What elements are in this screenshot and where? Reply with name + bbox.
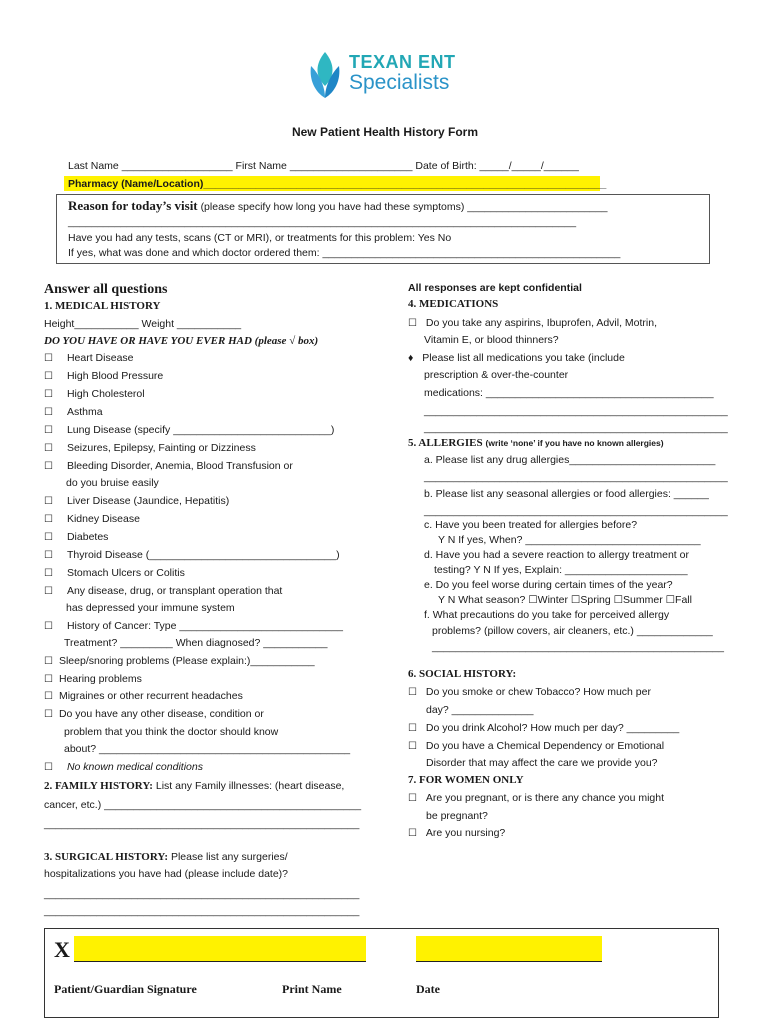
checkbox-icon[interactable]: ☐	[44, 371, 53, 382]
condition-item[interactable]	[44, 424, 334, 437]
condition-label: Do you have any other disease, condition or	[58, 708, 264, 720]
social-title: 6. SOCIAL HISTORY:	[408, 668, 517, 680]
surgical-title: 3. SURGICAL HISTORY:	[44, 851, 169, 863]
checkbox-icon[interactable]: ☐	[44, 621, 53, 632]
family-title: 2. FAMILY HISTORY:	[44, 780, 153, 792]
meds-q1[interactable]	[408, 317, 657, 330]
checkbox-icon[interactable]: ☐	[44, 762, 53, 773]
condition-label: Bleeding Disorder, Anemia, Blood Transfusion or	[66, 460, 293, 472]
allergy-c-yn[interactable]: Y N If yes, When? ______________________________	[438, 534, 701, 546]
family-history	[44, 780, 344, 793]
checkbox-icon[interactable]: ☐	[44, 691, 53, 702]
logo-leaf-icon	[305, 46, 347, 106]
family-line2[interactable]: cancer, etc.) ____________________________________________	[44, 799, 362, 811]
checkbox-icon[interactable]: ☐	[408, 723, 417, 734]
medical-history-title: 1. MEDICAL HISTORY	[44, 300, 161, 312]
pharmacy-field[interactable]: Pharmacy (Name/Location)_____________________________________________________________________	[68, 178, 607, 190]
logo-line1: TEXAN ENT	[349, 52, 456, 72]
social-q1[interactable]	[408, 686, 651, 699]
allergy-e: e. Do you feel worse during certain times of the year?	[424, 579, 673, 591]
condition-item[interactable]	[44, 673, 142, 686]
surgical-line4[interactable]: ______________________________________________________	[44, 905, 360, 917]
patient-signature-label: Patient/Guardian Signature	[54, 982, 197, 996]
surgical-line3[interactable]: ______________________________________________________	[44, 888, 360, 900]
allergies-heading	[408, 437, 664, 450]
medications-title: 4. MEDICATIONS	[408, 298, 499, 310]
meds-q1-text2: Vitamin E, or blood thinners?	[424, 334, 559, 346]
condition-item: do you bruise easily	[66, 477, 159, 489]
logo-line2: Specialists	[349, 71, 450, 94]
allergy-f2[interactable]: problems? (pillow covers, air cleaners, etc.) _____________	[432, 625, 713, 637]
condition-label: High Blood Pressure	[66, 370, 164, 382]
condition-label: History of Cancer: Type ____________________________	[66, 620, 343, 632]
women-q2-text: Are you nursing?	[425, 827, 506, 839]
checkbox-icon[interactable]: ☐	[408, 793, 417, 804]
allergy-a[interactable]	[424, 454, 715, 467]
condition-label: Stomach Ulcers or Colitis	[66, 567, 185, 579]
condition-label: No known medical conditions	[66, 761, 203, 773]
reason-line2[interactable]: _______________________________________________________________________________________	[68, 216, 577, 228]
condition-item[interactable]	[44, 761, 203, 774]
signature-field[interactable]	[74, 936, 366, 962]
condition-item: Treatment? _________ When diagnosed? ___________	[64, 637, 328, 649]
condition-label: Liver Disease (Jaundice, Hepatitis)	[66, 495, 230, 507]
condition-item[interactable]	[44, 567, 185, 580]
condition-label: Asthma	[66, 406, 103, 418]
allergies-title: 5. ALLERGIES	[408, 437, 483, 449]
height-weight[interactable]: Height___________ Weight ___________	[44, 318, 242, 330]
condition-item[interactable]	[44, 406, 103, 419]
checkbox-icon[interactable]: ☐	[408, 687, 417, 698]
meds-q2-field[interactable]: medications: _______________________________________	[424, 387, 714, 399]
allergy-e-yn[interactable]: Y N What season? ☐Winter ☐Spring ☐Summer ☐Fall	[438, 594, 692, 606]
form-title: New Patient Health History Form	[291, 125, 479, 139]
condition-item[interactable]	[44, 708, 264, 721]
date-field[interactable]	[416, 936, 602, 962]
condition-label: Migraines or other recurrent headaches	[58, 690, 243, 702]
social-q2[interactable]	[408, 722, 679, 735]
condition-label: Diabetes	[66, 531, 109, 543]
reason-hint[interactable]: (please specify how long you have had these symptoms) ________________________	[200, 201, 608, 213]
checkbox-icon[interactable]: ☐	[408, 828, 417, 839]
condition-item[interactable]	[44, 513, 140, 526]
condition-item[interactable]	[44, 442, 256, 455]
answer-all-heading: Answer all questions	[44, 282, 168, 297]
tests-followup[interactable]: If yes, what was done and which doctor ordered them: ___________________________________________________	[68, 247, 621, 259]
tests-question[interactable]: Have you had any tests, scans (CT or MRI), or treatments for this problem: Yes No	[68, 232, 452, 244]
checkbox-icon[interactable]: ☐	[44, 709, 53, 720]
social-q1-field[interactable]: day? ______________	[426, 704, 534, 716]
signature-x-mark: X	[54, 937, 70, 962]
checkbox-icon[interactable]: ☐	[44, 568, 53, 579]
allergy-a-text[interactable]: a. Please list any drug allergies_________________________	[424, 454, 716, 466]
condition-label: Lung Disease (specify ___________________________)	[66, 424, 335, 436]
reason-label: Reason for today’s visit	[68, 198, 198, 213]
checkbox-icon[interactable]: ☐	[44, 353, 53, 364]
checkbox-icon[interactable]: ☐	[44, 425, 53, 436]
condition-item[interactable]	[44, 690, 243, 703]
family-text: List any Family illnesses: (heart disease,	[155, 780, 345, 792]
condition-item[interactable]	[44, 495, 229, 508]
checkbox-icon[interactable]: ☐	[408, 741, 417, 752]
social-q2-text: Do you drink Alcohol? How much per day? _________	[425, 722, 680, 734]
condition-item[interactable]	[44, 620, 343, 633]
checkbox-icon[interactable]: ☐	[44, 550, 53, 561]
meds-q2-text2: prescription & over-the-counter	[424, 369, 569, 381]
checkbox-icon[interactable]: ☐	[44, 389, 53, 400]
family-line3[interactable]: ______________________________________________________	[44, 818, 360, 830]
print-name-label: Print Name	[282, 982, 342, 996]
condition-label: Kidney Disease	[66, 513, 140, 525]
checkbox-icon[interactable]: ☐	[44, 656, 53, 667]
condition-item[interactable]	[44, 585, 282, 598]
logo	[305, 46, 475, 106]
meds-line1[interactable]: ____________________________________________________	[424, 405, 728, 417]
checkbox-icon[interactable]: ☐	[44, 674, 53, 685]
condition-label: Thyroid Disease (________________________________)	[66, 549, 340, 561]
allergy-f: f. What precautions do you take for perceived allergy	[424, 609, 670, 621]
women-q1[interactable]	[408, 792, 664, 805]
date-label: Date	[416, 982, 440, 996]
condition-item[interactable]	[44, 460, 293, 473]
checkbox-icon[interactable]: ☐	[408, 318, 417, 329]
meds-line2[interactable]: ____________________________________________________	[424, 422, 728, 434]
condition-item: about? ___________________________________________	[64, 743, 351, 755]
condition-label: Heart Disease	[66, 352, 134, 364]
condition-item[interactable]	[44, 655, 315, 668]
meds-q2-text: Please list all medications you take (include	[422, 352, 625, 364]
surgical-line2: hospitalizations you have had (please include date)?	[44, 868, 288, 880]
condition-item: has depressed your immune system	[66, 602, 235, 614]
allergy-c: c. Have you been treated for allergies before?	[424, 519, 638, 531]
allergy-b[interactable]: b. Please list any seasonal allergies or food allergies: ______	[424, 488, 709, 500]
checkbox-icon[interactable]: ☐	[44, 496, 53, 507]
do-you-have-heading: DO YOU HAVE OR HAVE YOU EVER HAD (please √ box)	[44, 335, 319, 347]
allergy-d: d. Have you had a severe reaction to allergy treatment or	[424, 549, 689, 561]
allergy-a-line[interactable]: ____________________________________________________	[424, 471, 728, 483]
condition-item[interactable]	[44, 370, 163, 383]
condition-item[interactable]	[44, 352, 134, 365]
allergy-d-yn[interactable]: testing? Y N If yes, Explain: _____________________	[434, 564, 688, 576]
condition-label: Any disease, drug, or transplant operation that	[66, 585, 283, 597]
women-q1-text2: be pregnant?	[426, 810, 488, 822]
meds-q1-text: Do you take any aspirins, Ibuprofen, Advil, Motrin,	[425, 317, 658, 329]
condition-item[interactable]	[44, 531, 108, 544]
checkbox-icon[interactable]: ☐	[44, 443, 53, 454]
allergy-f-line[interactable]: __________________________________________________	[432, 641, 724, 653]
checkbox-icon[interactable]: ☐	[44, 514, 53, 525]
social-q3-text2: Disorder that may affect the care we provide you?	[426, 757, 658, 769]
diamond-bullet-icon: ♦	[408, 352, 414, 364]
allergy-b-line[interactable]: ____________________________________________________	[424, 505, 728, 517]
confidential-note: All responses are kept confidential	[408, 282, 582, 294]
condition-item[interactable]	[44, 388, 145, 401]
condition-item: problem that you think the doctor should know	[64, 726, 279, 738]
social-q3[interactable]	[408, 740, 664, 753]
women-title: 7. FOR WOMEN ONLY	[408, 774, 524, 786]
meds-q2	[408, 352, 625, 365]
name-dob-line[interactable]: Last Name ___________________ First Name _____________________ Date of Birth: _____/_____/______	[68, 160, 579, 172]
reason-row	[68, 198, 607, 214]
checkbox-icon[interactable]: ☐	[44, 461, 53, 472]
condition-item[interactable]	[44, 549, 340, 562]
checkbox-icon[interactable]: ☐	[44, 532, 53, 543]
social-q1-text: Do you smoke or chew Tobacco? How much per	[425, 686, 651, 698]
condition-label: Sleep/snoring problems (Please explain:)___________	[58, 655, 315, 667]
checkbox-icon[interactable]: ☐	[44, 407, 53, 418]
women-q2[interactable]	[408, 827, 505, 840]
checkbox-icon[interactable]: ☐	[44, 586, 53, 597]
women-q1-text: Are you pregnant, or is there any chance you might	[425, 792, 665, 804]
surgical-history	[44, 851, 288, 864]
surgical-text: Please list any surgeries/	[170, 851, 288, 863]
condition-label: High Cholesterol	[66, 388, 145, 400]
social-q3-text: Do you have a Chemical Dependency or Emotional	[425, 740, 665, 752]
condition-label: Hearing problems	[58, 673, 142, 685]
allergies-note: (write ‘none’ if you have no known allergies)	[485, 438, 664, 448]
condition-label: Seizures, Epilepsy, Fainting or Dizziness	[66, 442, 256, 454]
